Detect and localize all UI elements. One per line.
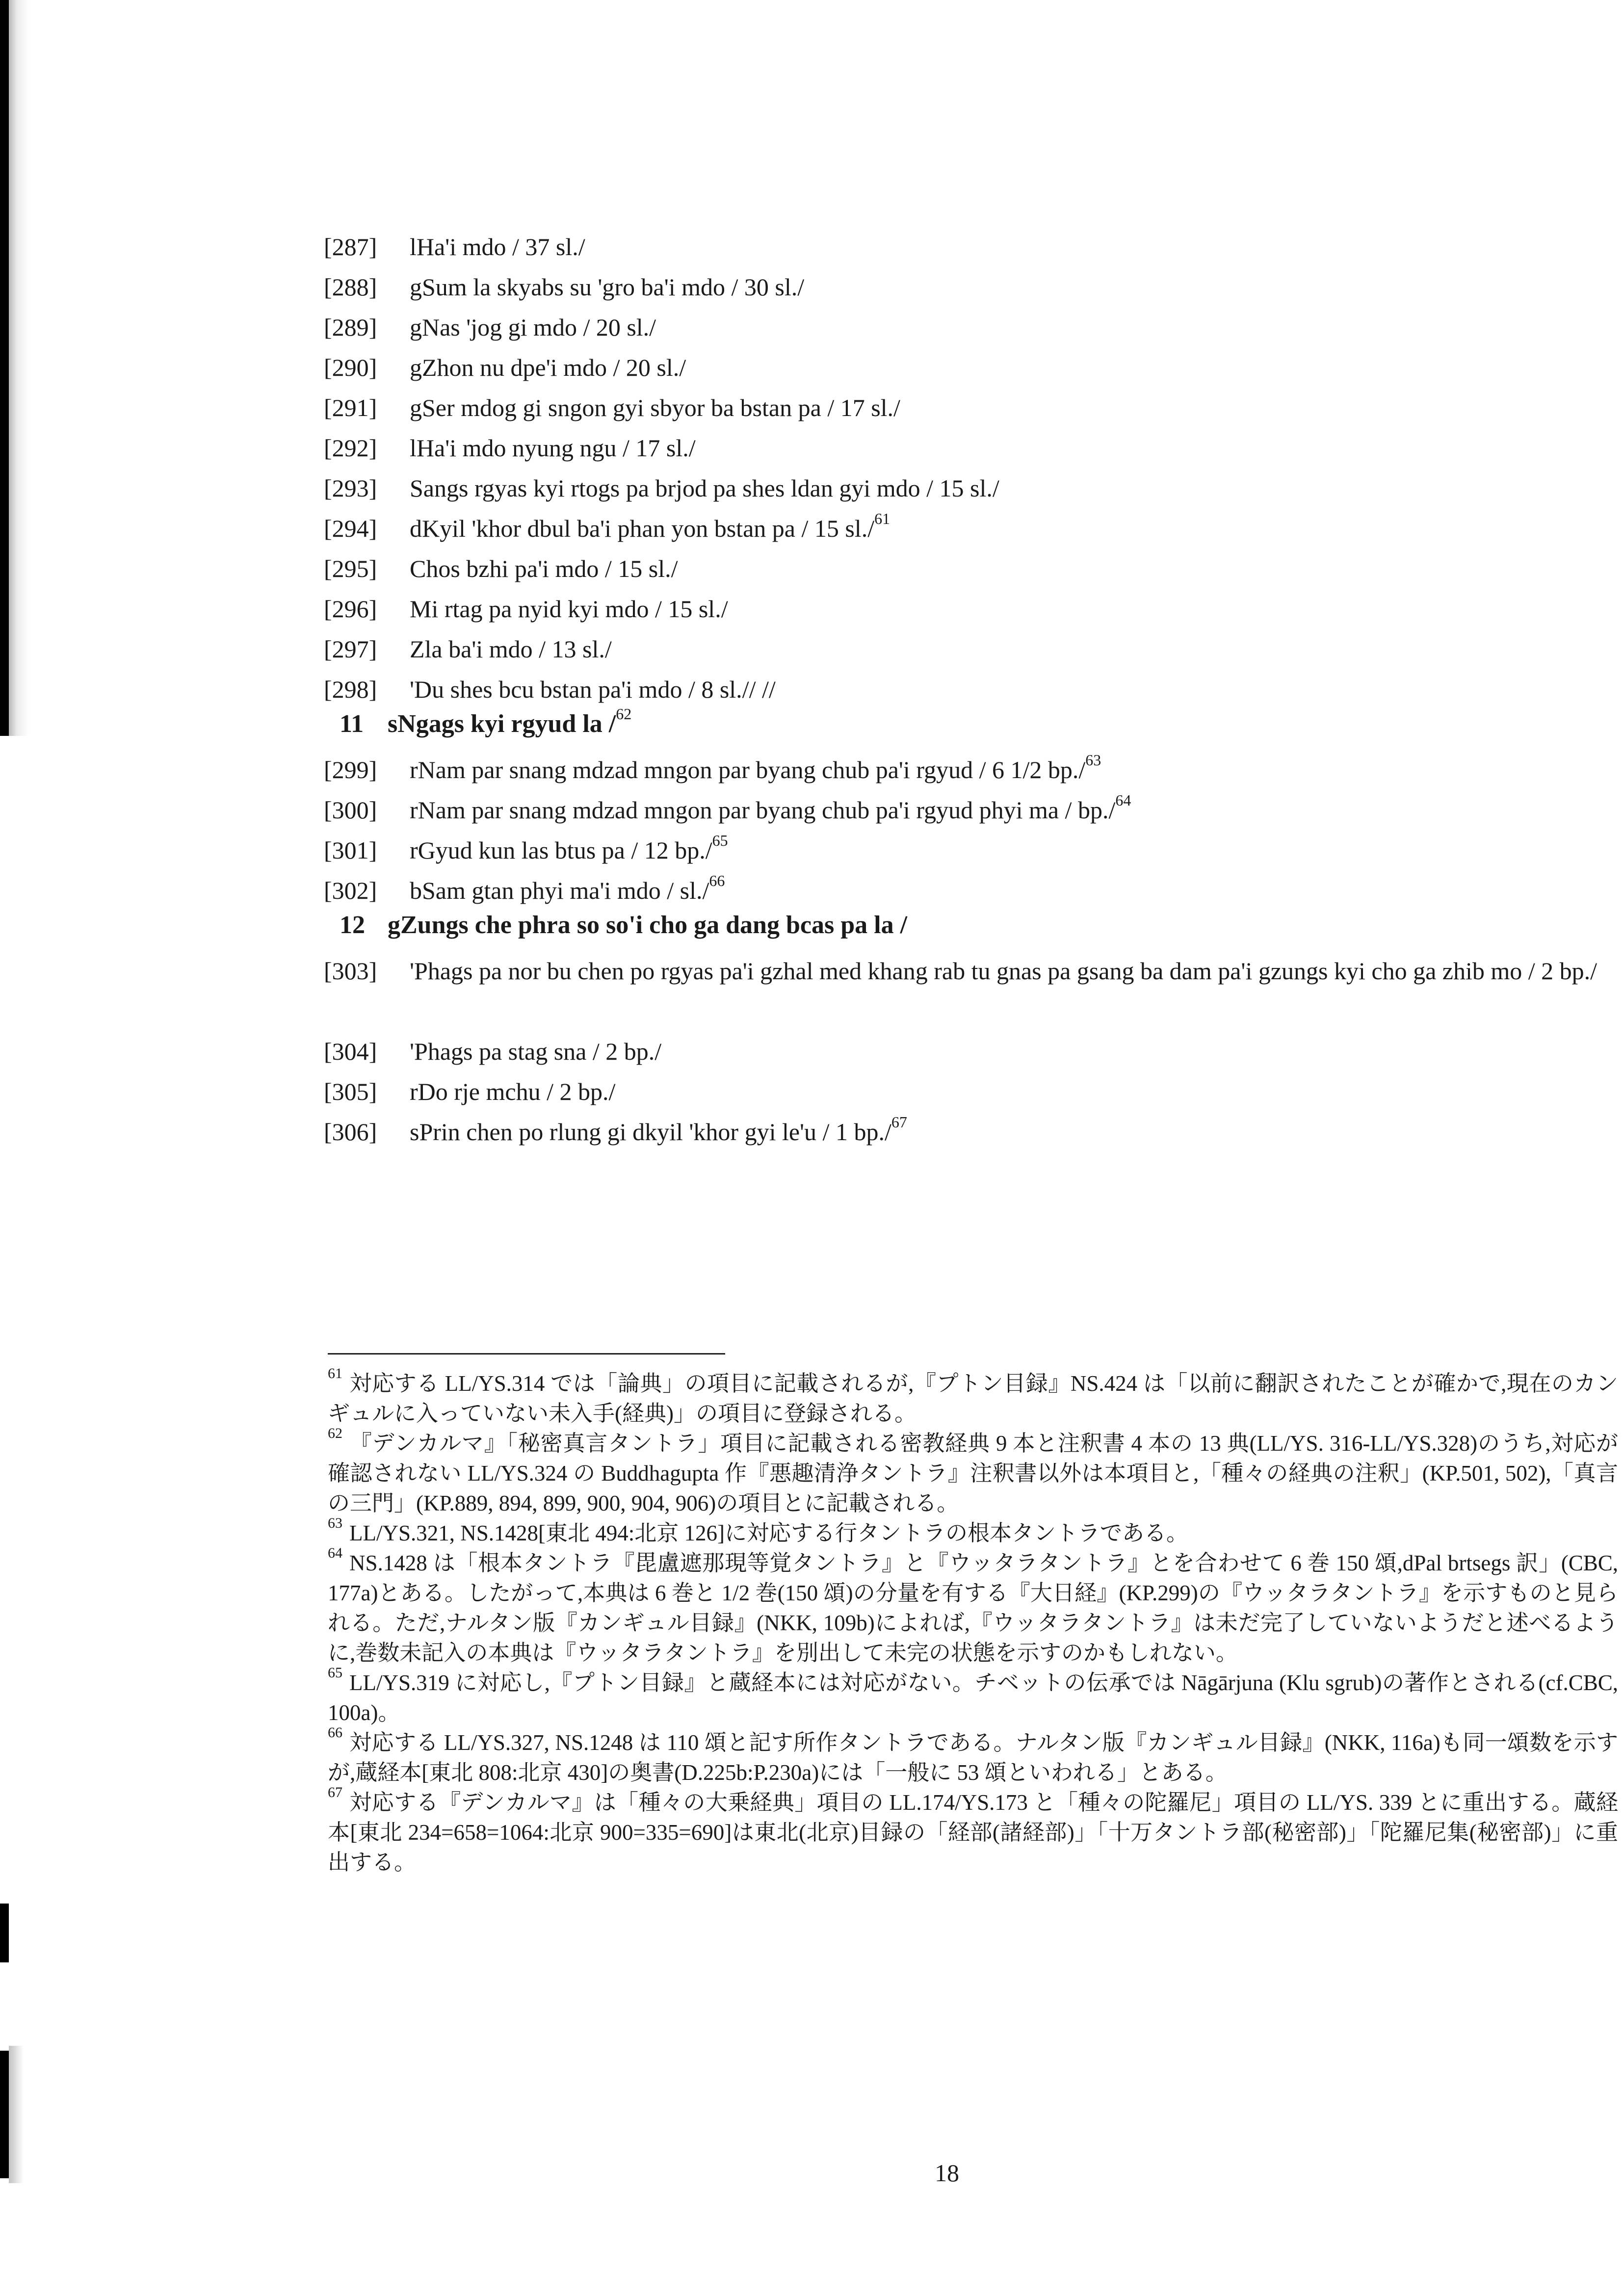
footnote-text: 対応する LL/YS.314 では「論典」の項目に記載されるが,『プトン目録』NS.424 は「以前に翻訳されたことが確かで,現在のカンギュルに入っていない未入手(経典)」の項目に登録される。	[328, 1371, 1618, 1426]
entry-title: rNam par snang mdzad mngon par byang chub pa'i rgyud phyi ma / bp./	[410, 796, 1116, 824]
footnote-number: 67	[328, 1784, 342, 1800]
entry-302: [302] bSam gtan phyi ma'i mdo / sl./$^{66}$	[324, 872, 725, 904]
entry-287: [287] lHa'i mdo / 37 sl./	[324, 233, 585, 261]
entry-title: rNam par snang mdzad mngon par byang chub pa'i rgyud / 6 1/2 bp./	[410, 756, 1086, 783]
page-number: 18	[935, 2159, 959, 2187]
footnote-text: 対応する『デンカルマ』は「種々の大乗経典」項目の LL.174/YS.173 と「種々の陀羅尼」項目の LL/YS. 339 とに重出する。蔵経本[東北 234=658=1064:北京 900=335=690]は東北(北京)目録の「経部(諸経部)」「十万タントラ部(秘密部)」「陀羅尼集(秘密部)」に重出する。	[328, 1790, 1618, 1875]
footnote-number: 61	[328, 1365, 342, 1382]
entry-301: [301] rGyud kun las btus pa / 12 bp./$^{65}$	[324, 832, 728, 864]
footnote-62	[328, 1425, 1618, 1518]
footnote-ref[interactable]: 67	[891, 1113, 907, 1131]
entry-291: [291] gSer mdog gi sngon gyi sbyor ba bstan pa / 17 sl./	[324, 394, 900, 421]
section-title: gZungs che phra so so'i cho ga dang bcas pa la /	[388, 911, 908, 939]
entry-289: [289] gNas 'jog gi mdo / 20 sl./	[324, 313, 656, 341]
footnote-64	[328, 1545, 1618, 1668]
footnote-number: 63	[328, 1515, 342, 1531]
entry-title: rGyud kun las btus pa / 12 bp./	[410, 836, 712, 864]
footnote-65	[328, 1665, 1618, 1728]
footnote-text: LL/YS.321, NS.1428[東北 494:北京 126]に対応する行タントラの根本タントラである。	[349, 1521, 1189, 1545]
footnote-text: 『デンカルマ』「秘密真言タントラ」項目に記載される密教経典 9 本と注釈書 4 本の 13 典(LL/YS. 316-LL/YS.328)のうち,対応が確認されない LL/YS.324 の Buddhagupta 作『悪趣清浄タントラ』注釈書以外は本項目と,「種々の経典の注釈」(KP.501, 502),「真言の三門」(KP.889, 894, 899, 900, 904, 906)の項目とに記載される。	[328, 1431, 1618, 1515]
footnote-text: NS.1428 は「根本タントラ『毘盧遮那現等覚タントラ』と『ウッタラタントラ』とを合わせて 6 巻 150 頌,dPal brtsegs 訳」(CBC, 177a)とある。したがって,本典は 6 巻と 1/2 巻(150 頌)の分量を有する『大日経』(KP.299)の『ウッタラタントラ』を示すものと見られる。ただ,ナルタン版『カンギュル目録』(NKK, 109b)によれば,『ウッタラタントラ』は未だ完了していないようだと述べるように,巻数未記入の本典は『ウッタラタントラ』を別出して未完の状態を示すのかもしれない。	[328, 1551, 1618, 1665]
entry-title: sPrin chen po rlung gi dkyil 'khor gyi le'u / 1 bp./	[410, 1118, 891, 1146]
footnotes	[328, 1365, 1618, 1878]
footnote-number: 62	[328, 1425, 342, 1441]
footnote-67	[328, 1784, 1618, 1878]
footnote-66	[328, 1724, 1618, 1788]
entry-292: [292] lHa'i mdo nyung ngu / 17 sl./	[324, 434, 696, 462]
footnote-ref[interactable]: 63	[1085, 751, 1101, 769]
entry-290: [290] gZhon nu dpe'i mdo / 20 sl./	[324, 354, 686, 381]
entry-294: [294] dKyil 'khor dbul ba'i phan yon bstan pa / 15 sl./$^{61}$	[324, 510, 891, 542]
scan-edge	[0, 1904, 9, 1962]
entry-296: [296] Mi rtag pa nyid kyi mdo / 15 sl./	[324, 595, 728, 623]
section-title: sNgags kyi rgyud la /	[388, 710, 616, 738]
footnote-ref[interactable]: 64	[1115, 791, 1131, 809]
entry-title: dKyil 'khor dbul ba'i phan yon bstan pa / 15 sl./	[410, 515, 875, 542]
entry-298: [298] 'Du shes bcu bstan pa'i mdo / 8 sl.// //	[324, 676, 776, 703]
entry-288: [288] gSum la skyabs su 'gro ba'i mdo / 30 sl./	[324, 273, 805, 301]
entry-title: bSam gtan phyi ma'i mdo / sl./	[410, 877, 709, 904]
section-heading-11: 11 sNgags kyi rgyud la /$^{62}$	[340, 704, 632, 738]
catalog-entries	[324, 227, 1609, 1152]
scan-shadow	[9, 0, 28, 736]
entry-300: [300] rNam par snang mdzad mngon par byang chub pa'i rgyud phyi ma / bp./$^{64}$	[324, 791, 1131, 824]
entry-299: [299] rNam par snang mdzad mngon par byang chub pa'i rgyud / 6 1/2 bp./$^{63}$	[324, 751, 1101, 783]
entry-304: [304] 'Phags pa stag sna / 2 bp./	[324, 1038, 662, 1065]
entry-293: [293] Sangs rgyas kyi rtogs pa brjod pa shes ldan gyi mdo / 15 sl./	[324, 474, 999, 502]
scan-shadow	[9, 2046, 24, 2183]
footnote-61	[328, 1365, 1618, 1429]
footnote-ref[interactable]: 66	[709, 872, 725, 890]
footnote-ref[interactable]: 65	[712, 832, 728, 850]
entry-297: [297] Zla ba'i mdo / 13 sl./	[324, 635, 612, 663]
footnote-separator	[328, 1353, 725, 1355]
entry-295: [295] Chos bzhi pa'i mdo / 15 sl./	[324, 555, 678, 582]
scan-edge	[0, 2051, 9, 2178]
entry-303: [303] 'Phags pa nor bu chen po rgyas pa'i gzhal med khang rab tu gnas pa gsang ba dam pa'i gzungs kyi cho ga zhib mo / 2 bp./	[324, 957, 1598, 985]
footnote-ref[interactable]: 61	[874, 510, 891, 528]
footnote-text: LL/YS.319 に対応し,『プトン目録』と蔵経本には対応がない。チベットの伝承では Nāgārjuna (Klu sgrub)の著作とされる(cf.CBC, 100a)。	[328, 1670, 1618, 1725]
footnote-63	[328, 1515, 1618, 1548]
entry-305: [305] rDo rje mchu / 2 bp./	[324, 1078, 616, 1105]
footnote-number: 65	[328, 1665, 342, 1681]
scan-edge	[0, 0, 9, 736]
footnote-number: 66	[328, 1724, 342, 1741]
entry-306: [306] sPrin chen po rlung gi dkyil 'khor gyi le'u / 1 bp./$^{67}$	[324, 1113, 907, 1146]
footnote-text: 対応する LL/YS.327, NS.1248 は 110 頌と記す所作タントラである。ナルタン版『カンギュル目録』(NKK, 116a)も同一頌数を示すが,蔵経本[東北 808:北京 430]の奥書(D.225b:P.230a)には「一般に 53 頌といわれる」とある。	[328, 1730, 1618, 1785]
section-heading-12: 12 gZungs che phra so so'i cho ga dang bcas pa la /	[340, 911, 908, 939]
footnote-number: 64	[328, 1545, 342, 1561]
footnote-ref[interactable]: 62	[616, 704, 632, 723]
